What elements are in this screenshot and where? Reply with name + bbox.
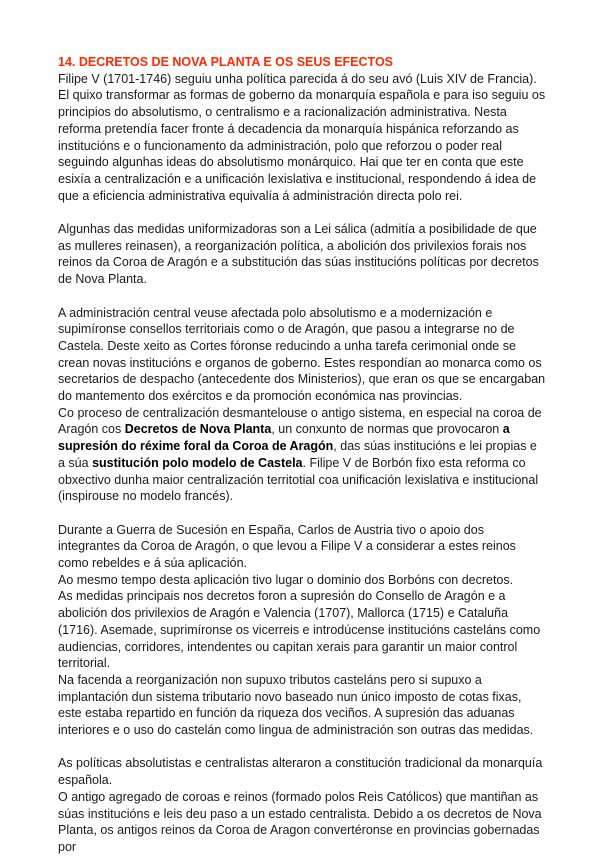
paragraph-taxation: Na facenda a reorganización non supuxo tributos casteláns pero si supuxo a implantación dun sistema tributario novo baseado nun único imposto de cotas fixas, este estaba repartido en función da riqueza dos veciños. A supresión das aduanas interiores e o uso do castelán como lingua de administración son outras das medidas. <box>58 672 534 738</box>
document-page <box>58 54 546 856</box>
paragraph-aggregate: O antigo agregado de coroas e reinos (formado polos Reis Católicos) que mantiñan as súas institucións e leis deu paso a un estado centralista. Debido a os decretos de Nova Planta, os antigos reinos da Coroa de Aragon convertéronse en provincias gobernadas por <box>58 789 542 854</box>
paragraph-measures: Algunhas das medidas uniformizadoras son a Lei sálica (admitía a posibilidade de que as mulleres reinasen), a reorganización política, a abolición dos privilexios forais nos reinos da Coroa de Aragón e a substitución das súas institucións políticas por decretos de Nova Planta. <box>58 222 539 287</box>
paragraph-policies: As políticas absolutistas e centralistas alteraron a constitución tradicional da monarquía española. <box>58 756 543 788</box>
section-title: 14. DECRETOS DE NOVA PLANTA E OS SEUS EFECTOS <box>58 55 394 69</box>
paragraph-intro: Filipe V (1701-1746) seguiu unha política parecida á do seu avó (Luis XIV de Francia). El quixo transformar as formas de goberno da monarquía española e para iso seguiu os principios do absolutismo, o centralismo e a racionalización administrativa. Nesta reforma pretendía facer fronte á decadencia da monarquía hispánica reforzando as institucións e o funcionamento da administración, polo que reforzou o poder real seguindo algunhas ideas do absolutismo monárquico. Hai que ter en conta que este esixía a centralización e a unificación lexislativa e institucional, respondendo á idea de que a eficiencia administrativa equivalía á administración directa polo rei. <box>58 71 546 203</box>
paragraph-main-measures: As medidas principais nos decretos foron a supresión do Consello de Aragón e a abolición dos privilexios de Aragón e Valencia (1707), Mallorca (1715) e Cataluña (1716). Asemade, suprimíronse os vicerreis e introdúcense institucións casteláns como audiencias, corridores, intendentes ou capitan xerais para garantir un maior control territorial. <box>58 589 541 671</box>
paragraph-gap <box>58 288 546 305</box>
bold-term-supresion: a supresión do réxime foral da Coroa de Aragón <box>58 422 510 454</box>
paragraph-gap <box>58 739 546 756</box>
bold-term-sustitucion: sustitución polo modelo de Castela <box>92 455 303 470</box>
bold-term-decretos: Decretos de Nova Planta <box>124 422 272 437</box>
text-run: , un conxunto de normas que provocaron <box>271 422 503 437</box>
paragraph-bourbon-rule: Ao mesmo tempo desta aplicación tivo lugar o dominio dos Borbóns con decretos. <box>58 572 514 587</box>
text-run: , das súas institucións e lei propias e a súa <box>58 439 537 470</box>
paragraph-gap <box>58 505 546 522</box>
text-run: . Filipe V de Borbón fixo esta reforma co obxectivo dunha maior centralización territotial coa unificación lexislativa e institucional (inspirouse no modelo francés). <box>58 455 539 504</box>
paragraph-gap <box>58 204 546 221</box>
paragraph-centralization <box>58 405 546 505</box>
paragraph-war-of-succession: Durante a Guerra de Sucesión en España, Carlos de Austria tivo o apoio dos integrantes da Coroa de Aragón, o que levou a Filipe V a considerar a estes reinos como rebeldes e á súa aplicación. <box>58 522 516 571</box>
paragraph-central-administration: A administración central veuse afectada polo absolutismo e a modernización e supimíronse consellos territoriais como o de Aragón, que pasou a integrarse no de Castela. Deste xeito as Cortes fóronse reducindo a unha tarefa cerimonial onde se crean novas institucións e organos de goberno. Estes respondían ao monarca como os secretarios de despacho (antecedente dos Ministerios), que eran os que se encargaban do mantemento dos exércitos e da promoción económica nas provincias. <box>58 305 546 404</box>
text-run: Co proceso de centralización desmantelouse o antigo sistema, en especial na coroa de Aragón cos <box>58 405 542 437</box>
